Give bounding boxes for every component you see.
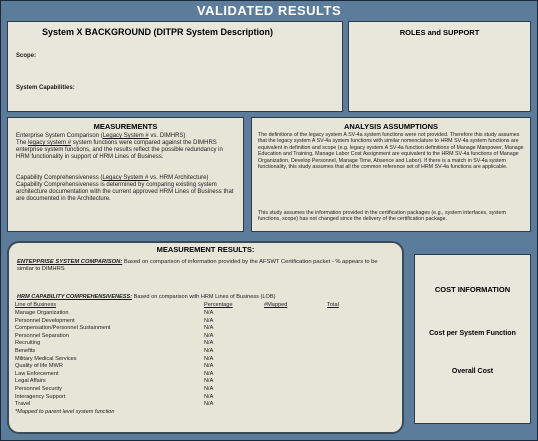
- measurements-p1-heading: Enterprise System Comparison (Legacy System # vs. DIMHRS): [16, 133, 186, 139]
- enterprise-comparison-label: ENTEPPRISE SYSTEM COMPARISON:: [17, 259, 123, 265]
- table-row-label: Personnel Security: [15, 386, 62, 392]
- col-line-of-business: Line of Business: [15, 302, 57, 308]
- table-row-label: Recruiting: [15, 340, 41, 347]
- table-footnote: *Mapped to parent level system function: [15, 408, 115, 415]
- col-mapped: #Mapped: [264, 302, 288, 308]
- table-row-label: Personnel Development: [15, 317, 75, 324]
- measurements-p2-body: Capability Comprehensiveness is determined by comparing existing system architecture documentation with the current approved HRM Lines of Business that are documented in the Architecture.: [16, 182, 234, 203]
- table-row-percentage: N/A: [204, 393, 214, 400]
- table-row-label: Personnel Separation: [15, 332, 69, 339]
- hrm-capability-heading: HRM CAPABILITY COMPREHENSIVENESS: Based on comparison with HRM Lines of Business (LOB): [17, 294, 276, 300]
- assumptions-title: ANALYSIS ASSUMPTIONS: [343, 122, 439, 131]
- table-row-percentage: N/A: [204, 355, 214, 362]
- table-row-label: Travel: [15, 401, 31, 408]
- system-capabilities-label: System Capabilities:: [16, 85, 75, 91]
- table-row-label: Legal Affairs: [15, 378, 46, 385]
- table-row-label: Benefits: [15, 348, 36, 354]
- background-title: System X BACKGROUND (DITPR System Description): [42, 27, 274, 37]
- cost-information-panel: [414, 254, 531, 424]
- col-percentage: Percentage: [204, 302, 233, 308]
- legacy-system-link[interactable]: Legacy System #: [102, 133, 149, 139]
- legacy-system-link-2[interactable]: Legacy System #: [102, 175, 149, 181]
- scope-label: Scope:: [16, 53, 37, 59]
- table-row-percentage: N/A: [204, 317, 214, 324]
- table-row-label: Compensation/Personnel Sustainment: [15, 325, 111, 332]
- table-row-label: Manage Organization: [15, 310, 69, 316]
- results-table: [9, 302, 402, 432]
- enterprise-comparison: ENTEPPRISE SYSTEM COMPARISON: Based on comparison of information provided by the AFSWT Certification packet - % appears to be similar to DIMHRS: [17, 259, 378, 273]
- system-background-panel: [7, 21, 343, 112]
- table-row-percentage: N/A: [204, 378, 214, 385]
- cost-title: COST INFORMATION: [434, 285, 511, 294]
- table-row-percentage: N/A: [204, 401, 214, 408]
- table-row-percentage: N/A: [204, 332, 214, 339]
- cost-per-function: Cost per System Function: [429, 330, 516, 337]
- measurement-results-panel: [7, 241, 404, 434]
- col-total: Total: [327, 302, 339, 308]
- table-row-percentage: N/A: [204, 325, 214, 332]
- measurements-panel: [7, 117, 244, 232]
- hrm-capability-label: HRM CAPABILITY COMPREHENSIVENESS:: [17, 294, 133, 300]
- table-row-percentage: N/A: [204, 370, 214, 377]
- table-row-label: Military Medical Services: [15, 355, 77, 362]
- results-title: MEASUREMENT RESULTS:: [156, 245, 255, 254]
- table-row-percentage: N/A: [204, 386, 214, 392]
- table-row-label: Quality of life MWR: [15, 363, 63, 370]
- assumptions-p1: The definitions of the legacy system A SV-4a system functions were not provided. Therefore this study assumes that the legacy system A SV-4a system functions with similar nomenclature to HRM SV-4a system functions are equivalent in definition and scope (e.g. legacy system A SV-4a function definitions of Manage Manpower, Manage Education and Training, Manage Labor Cost Assignment are equivalent to the HRM SV-4a functions of Manage Organization, Develop Personnel, Manage Time, Absence and Labor). If there is a match in SV-4a system functionality, this study assumes that all the common reference set of HRM SV-4a functions are applicable.: [258, 132, 524, 171]
- measurements-p2-heading: Capability Comprehensiveness (Legacy System # vs. HRM Architecture): [16, 175, 209, 181]
- legacy-system-body-link[interactable]: legacy system #: [28, 140, 72, 146]
- roles-support-panel: [348, 21, 531, 112]
- analysis-assumptions-panel: [251, 117, 531, 232]
- page-title: VALIDATED RESULTS: [196, 3, 342, 18]
- roles-title: ROLES and SUPPORT: [399, 28, 480, 37]
- overall-cost: Overall Cost: [451, 368, 494, 375]
- table-row-percentage: N/A: [204, 348, 214, 354]
- table-row-label: Interagency Support: [15, 393, 66, 400]
- table-row-percentage: N/A: [204, 340, 214, 347]
- assumptions-p2: This study assumes the information provided in the certification packages (e.g., system interfaces, system functions, scope) has not changed since the delivery of the certification package.: [258, 210, 506, 223]
- table-row-percentage: N/A: [204, 363, 214, 370]
- measurements-title: MEASUREMENTS: [93, 122, 158, 131]
- table-row-label: Law Enforcement: [15, 370, 59, 377]
- measurements-p1-body: The legacy system # system functions were compared against the DIMHRS enterprise system functions, and the results reflect the possible redundancy in HRM functionality in support of HRM Lines of Business.: [16, 140, 223, 161]
- table-row-percentage: N/A: [204, 310, 214, 316]
